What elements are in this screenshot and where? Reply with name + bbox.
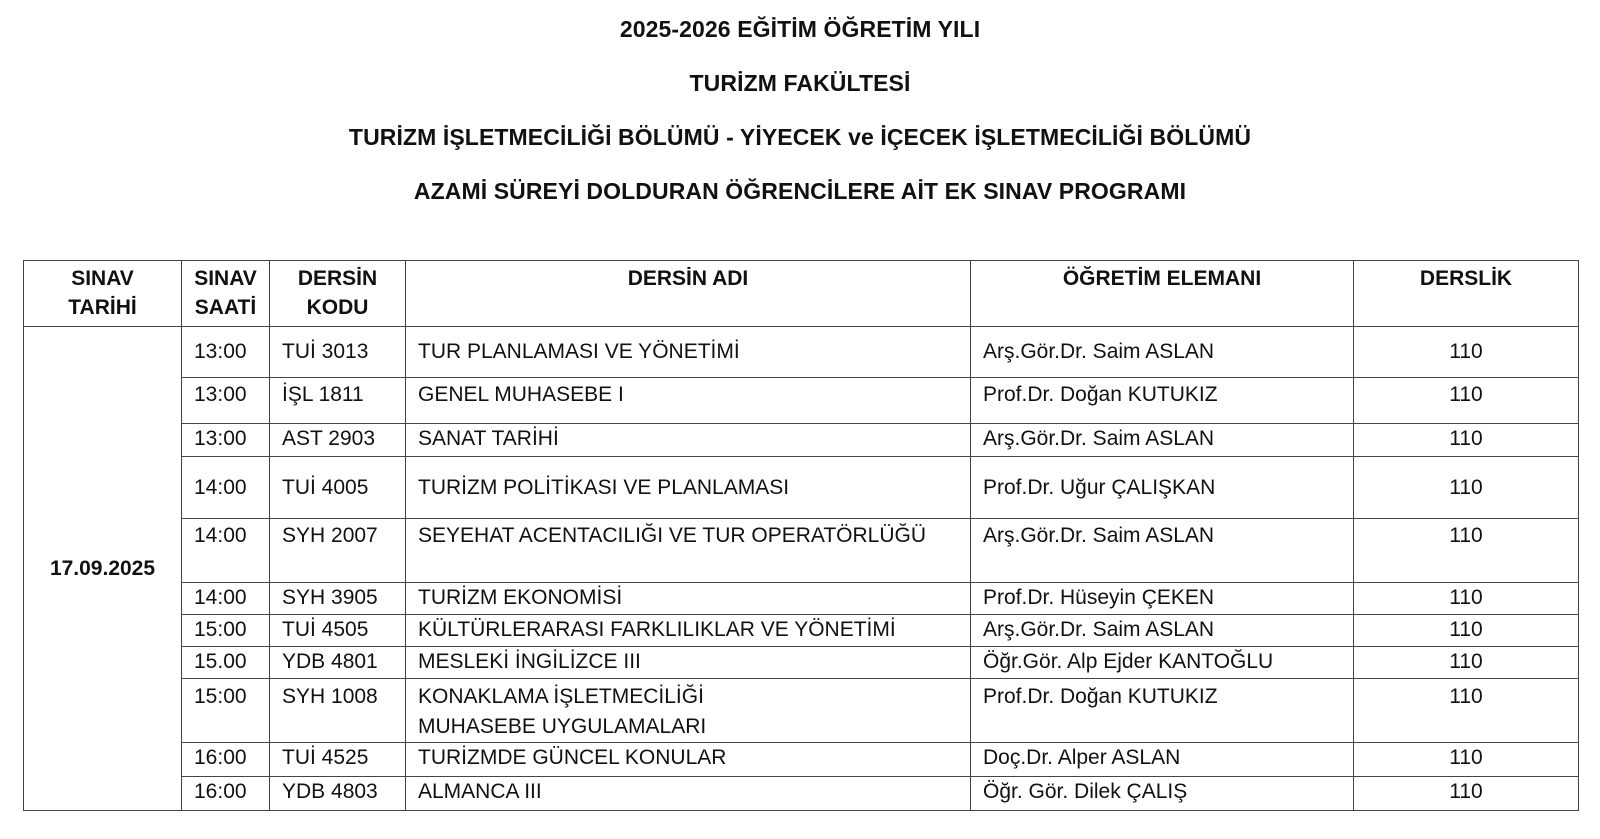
course-name-cell: ALMANCA III (406, 777, 971, 811)
instructor-cell: Prof.Dr. Hüseyin ÇEKEN (971, 583, 1354, 615)
instructor-cell: Prof.Dr. Uğur ÇALIŞKAN (971, 457, 1354, 519)
course-code-cell: TUİ 4505 (270, 615, 406, 647)
instructor-cell: Arş.Gör.Dr. Saim ASLAN (971, 519, 1354, 583)
heading-faculty: TURİZM FAKÜLTESİ (689, 70, 911, 96)
table-row (24, 777, 1579, 811)
exam-time-cell: 14:00 (182, 519, 270, 583)
column-header-exam-date-line2: TARİHİ (68, 296, 137, 319)
column-header-exam-date (24, 261, 182, 327)
classroom-cell: 110 (1354, 457, 1579, 519)
course-name-cell: TUR PLANLAMASI VE YÖNETİMİ (406, 327, 971, 378)
table-row (24, 583, 1579, 615)
course-code-cell: SYH 3905 (270, 583, 406, 615)
course-name-cell: KONAKLAMA İŞLETMECİLİĞİ MUHASEBE UYGULAMALARI (406, 679, 971, 743)
course-name-cell: MESLEKİ İNGİLİZCE III (406, 647, 971, 679)
classroom-cell: 110 (1354, 743, 1579, 777)
classroom-cell: 110 (1354, 424, 1579, 457)
column-header-instructor: ÖĞRETİM ELEMANI (971, 261, 1354, 327)
exam-time-cell: 14:00 (182, 583, 270, 615)
course-code-cell: TUİ 3013 (270, 327, 406, 378)
course-name-cell: TURİZM EKONOMİSİ (406, 583, 971, 615)
table-row (24, 679, 1579, 743)
table-row (24, 424, 1579, 457)
column-header-exam-time-line2: SAATİ (194, 296, 257, 319)
table-row (24, 457, 1579, 519)
course-code-cell: YDB 4803 (270, 777, 406, 811)
course-name-cell: TURİZMDE GÜNCEL KONULAR (406, 743, 971, 777)
exam-time-cell: 16:00 (182, 777, 270, 811)
classroom-cell: 110 (1354, 615, 1579, 647)
column-header-classroom: DERSLİK (1354, 261, 1579, 327)
course-code-cell: AST 2903 (270, 424, 406, 457)
column-header-exam-time-line1: SINAV (194, 267, 257, 290)
course-name-cell: TURİZM POLİTİKASI VE PLANLAMASI (406, 457, 971, 519)
column-header-course-code (270, 261, 406, 327)
instructor-cell: Arş.Gör.Dr. Saim ASLAN (971, 615, 1354, 647)
instructor-cell: Öğr.Gör. Alp Ejder KANTOĞLU (971, 647, 1354, 679)
course-name-cell: SEYEHAT ACENTACILIĞI VE TUR OPERATÖRLÜĞÜ (406, 519, 971, 583)
course-name-cell: KÜLTÜRLERARASI FARKLILIKLAR VE YÖNETİMİ (406, 615, 971, 647)
course-code-cell: İŞL 1811 (270, 378, 406, 424)
exam-date-cell: 17.09.2025 (24, 327, 182, 811)
column-header-exam-time (182, 261, 270, 327)
exam-time-cell: 13:00 (182, 378, 270, 424)
exam-time-cell: 15.00 (182, 647, 270, 679)
classroom-cell: 110 (1354, 327, 1579, 378)
instructor-cell: Arş.Gör.Dr. Saim ASLAN (971, 424, 1354, 457)
exam-schedule-table (23, 260, 1579, 811)
course-name-cell: GENEL MUHASEBE I (406, 378, 971, 424)
table-row (24, 615, 1579, 647)
table-row (24, 519, 1579, 583)
course-code-cell: SYH 2007 (270, 519, 406, 583)
classroom-cell: 110 (1354, 647, 1579, 679)
table-header-row (24, 261, 1579, 327)
classroom-cell: 110 (1354, 679, 1579, 743)
course-name-cell: SANAT TARİHİ (406, 424, 971, 457)
instructor-cell: Öğr. Gör. Dilek ÇALIŞ (971, 777, 1354, 811)
course-code-cell: SYH 1008 (270, 679, 406, 743)
heading-academic-year: 2025-2026 EĞİTİM ÖĞRETİM YILI (619, 16, 981, 42)
exam-time-cell: 14:00 (182, 457, 270, 519)
column-header-exam-date-line1: SINAV (71, 267, 134, 290)
classroom-cell: 110 (1354, 378, 1579, 424)
heading-departments: TURİZM İŞLETMECİLİĞİ BÖLÜMÜ - YİYECEK ve İÇECEK İŞLETMECİLİĞİ BÖLÜMÜ (348, 124, 1252, 150)
classroom-cell: 110 (1354, 519, 1579, 583)
exam-time-cell: 13:00 (182, 424, 270, 457)
instructor-cell: Prof.Dr. Doğan KUTUKIZ (971, 679, 1354, 743)
exam-time-cell: 13:00 (182, 327, 270, 378)
column-header-course-code-line1: DERSİN (297, 267, 378, 290)
instructor-cell: Prof.Dr. Doğan KUTUKIZ (971, 378, 1354, 424)
table-row (24, 743, 1579, 777)
course-code-cell: TUİ 4525 (270, 743, 406, 777)
classroom-cell: 110 (1354, 583, 1579, 615)
column-header-course-name: DERSİN ADI (406, 261, 971, 327)
column-header-course-code-line2: KODU (306, 296, 369, 319)
heading-program-title: AZAMİ SÜREYİ DOLDURAN ÖĞRENCİLERE AİT EK SINAV PROGRAMI (413, 178, 1187, 204)
exam-time-cell: 16:00 (182, 743, 270, 777)
exam-time-cell: 15:00 (182, 679, 270, 743)
table-row (24, 378, 1579, 424)
instructor-cell: Doç.Dr. Alper ASLAN (971, 743, 1354, 777)
course-code-cell: TUİ 4005 (270, 457, 406, 519)
exam-time-cell: 15:00 (182, 615, 270, 647)
instructor-cell: Arş.Gör.Dr. Saim ASLAN (971, 327, 1354, 378)
table-row (24, 327, 1579, 378)
table-row (24, 647, 1579, 679)
classroom-cell: 110 (1354, 777, 1579, 811)
course-code-cell: YDB 4801 (270, 647, 406, 679)
